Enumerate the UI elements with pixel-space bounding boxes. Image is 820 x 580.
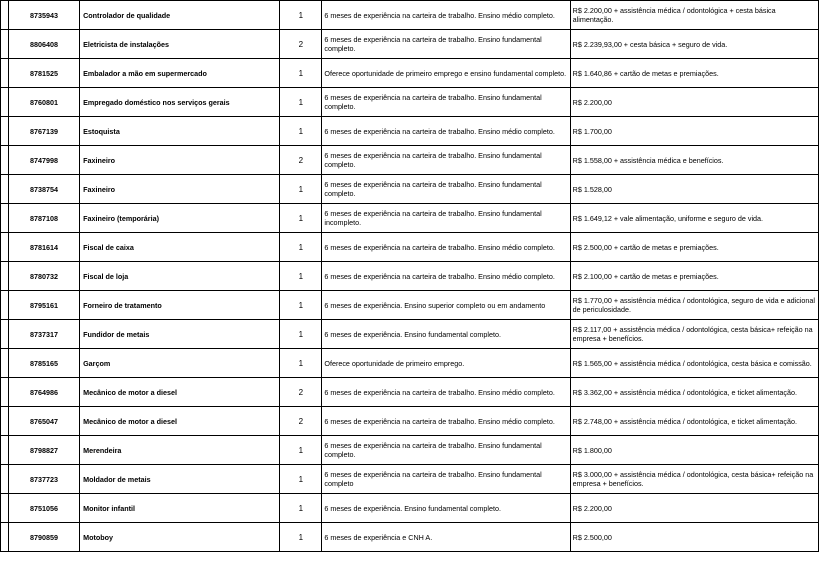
row-margin-cell bbox=[1, 204, 9, 233]
vacancy-count-cell: 1 bbox=[280, 1, 322, 30]
job-code-cell: 8790859 bbox=[9, 523, 80, 552]
row-margin-cell bbox=[1, 30, 9, 59]
table-row bbox=[1, 494, 819, 523]
vacancy-count-cell: 1 bbox=[280, 349, 322, 378]
vacancy-count-cell: 1 bbox=[280, 204, 322, 233]
job-code-cell: 8738754 bbox=[9, 175, 80, 204]
job-code-cell: 8795161 bbox=[9, 291, 80, 320]
salary-benefits-cell: R$ 2.200,00 + assistência médica / odontológica + cesta básica alimentação. bbox=[570, 1, 818, 30]
vacancy-count-cell: 1 bbox=[280, 291, 322, 320]
job-title-cell: Monitor infantil bbox=[80, 494, 280, 523]
row-margin-cell bbox=[1, 436, 9, 465]
salary-benefits-cell: R$ 1.565,00 + assistência médica / odontológica, cesta básica e comissão. bbox=[570, 349, 818, 378]
vacancy-count-cell: 2 bbox=[280, 378, 322, 407]
table-row bbox=[1, 30, 819, 59]
vacancy-count-cell: 1 bbox=[280, 436, 322, 465]
salary-benefits-cell: R$ 1.649,12 + vale alimentação, uniforme e seguro de vida. bbox=[570, 204, 818, 233]
job-title-cell: Mecânico de motor a diesel bbox=[80, 407, 280, 436]
requirements-cell: 6 meses de experiência na carteira de trabalho. Ensino médio completo. bbox=[322, 1, 570, 30]
job-code-cell: 8735943 bbox=[9, 1, 80, 30]
vacancy-count-cell: 2 bbox=[280, 146, 322, 175]
job-code-cell: 8798827 bbox=[9, 436, 80, 465]
job-code-cell: 8781525 bbox=[9, 59, 80, 88]
salary-benefits-cell: R$ 3.000,00 + assistência médica / odontológica, cesta básica+ refeição na empresa + benefícios. bbox=[570, 465, 818, 494]
row-margin-cell bbox=[1, 349, 9, 378]
table-row bbox=[1, 1, 819, 30]
salary-benefits-cell: R$ 1.800,00 bbox=[570, 436, 818, 465]
requirements-cell: 6 meses de experiência na carteira de trabalho. Ensino fundamental completo bbox=[322, 465, 570, 494]
job-code-cell: 8785165 bbox=[9, 349, 80, 378]
salary-benefits-cell: R$ 2.200,00 bbox=[570, 88, 818, 117]
requirements-cell: 6 meses de experiência e CNH A. bbox=[322, 523, 570, 552]
requirements-cell: 6 meses de experiência na carteira de trabalho. Ensino fundamental completo. bbox=[322, 146, 570, 175]
row-margin-cell bbox=[1, 465, 9, 494]
job-title-cell: Fundidor de metais bbox=[80, 320, 280, 349]
table-row bbox=[1, 349, 819, 378]
table-row bbox=[1, 407, 819, 436]
table-row bbox=[1, 523, 819, 552]
table-row bbox=[1, 233, 819, 262]
table-row bbox=[1, 59, 819, 88]
salary-benefits-cell: R$ 2.100,00 + cartão de metas e premiações. bbox=[570, 262, 818, 291]
requirements-cell: 6 meses de experiência na carteira de trabalho. Ensino fundamental completo. bbox=[322, 436, 570, 465]
salary-benefits-cell: R$ 1.640,86 + cartão de metas e premiações. bbox=[570, 59, 818, 88]
job-title-cell: Forneiro de tratamento bbox=[80, 291, 280, 320]
row-margin-cell bbox=[1, 320, 9, 349]
requirements-cell: Oferece oportunidade de primeiro emprego e ensino fundamental completo. bbox=[322, 59, 570, 88]
job-code-cell: 8747998 bbox=[9, 146, 80, 175]
salary-benefits-cell: R$ 2.239,93,00 + cesta básica + seguro de vida. bbox=[570, 30, 818, 59]
job-listings-body bbox=[1, 1, 819, 552]
vacancy-count-cell: 1 bbox=[280, 262, 322, 291]
table-row bbox=[1, 204, 819, 233]
salary-benefits-cell: R$ 3.362,00 + assistência médica / odontológica, e ticket alimentação. bbox=[570, 378, 818, 407]
requirements-cell: 6 meses de experiência na carteira de trabalho. Ensino médio completo. bbox=[322, 378, 570, 407]
job-title-cell: Motoboy bbox=[80, 523, 280, 552]
vacancy-count-cell: 1 bbox=[280, 494, 322, 523]
requirements-cell: 6 meses de experiência na carteira de trabalho. Ensino médio completo. bbox=[322, 117, 570, 146]
salary-benefits-cell: R$ 1.528,00 bbox=[570, 175, 818, 204]
salary-benefits-cell: R$ 1.700,00 bbox=[570, 117, 818, 146]
job-code-cell: 8806408 bbox=[9, 30, 80, 59]
requirements-cell: 6 meses de experiência na carteira de trabalho. Ensino fundamental completo. bbox=[322, 30, 570, 59]
table-row bbox=[1, 465, 819, 494]
row-margin-cell bbox=[1, 262, 9, 291]
job-code-cell: 8781614 bbox=[9, 233, 80, 262]
job-code-cell: 8737723 bbox=[9, 465, 80, 494]
job-code-cell: 8751056 bbox=[9, 494, 80, 523]
vacancy-count-cell: 1 bbox=[280, 175, 322, 204]
requirements-cell: 6 meses de experiência na carteira de trabalho. Ensino fundamental incompleto. bbox=[322, 204, 570, 233]
salary-benefits-cell: R$ 2.200,00 bbox=[570, 494, 818, 523]
job-title-cell: Controlador de qualidade bbox=[80, 1, 280, 30]
job-title-cell: Fiscal de caixa bbox=[80, 233, 280, 262]
vacancy-count-cell: 1 bbox=[280, 117, 322, 146]
job-title-cell: Merendeira bbox=[80, 436, 280, 465]
table-row bbox=[1, 291, 819, 320]
requirements-cell: 6 meses de experiência na carteira de trabalho. Ensino médio completo. bbox=[322, 262, 570, 291]
table-row bbox=[1, 146, 819, 175]
row-margin-cell bbox=[1, 233, 9, 262]
job-title-cell: Fiscal de loja bbox=[80, 262, 280, 291]
table-row bbox=[1, 320, 819, 349]
requirements-cell: 6 meses de experiência na carteira de trabalho. Ensino médio completo. bbox=[322, 407, 570, 436]
salary-benefits-cell: R$ 1.770,00 + assistência médica / odontológica, seguro de vida e adicional de periculosidade. bbox=[570, 291, 818, 320]
job-code-cell: 8760801 bbox=[9, 88, 80, 117]
salary-benefits-cell: R$ 2.117,00 + assistência médica / odontológica, cesta básica+ refeição na empresa + benefícios. bbox=[570, 320, 818, 349]
row-margin-cell bbox=[1, 146, 9, 175]
table-row bbox=[1, 175, 819, 204]
requirements-cell: Oferece oportunidade de primeiro emprego. bbox=[322, 349, 570, 378]
row-margin-cell bbox=[1, 494, 9, 523]
requirements-cell: 6 meses de experiência. Ensino fundamental completo. bbox=[322, 494, 570, 523]
job-title-cell: Garçom bbox=[80, 349, 280, 378]
job-title-cell: Moldador de metais bbox=[80, 465, 280, 494]
vacancy-count-cell: 1 bbox=[280, 233, 322, 262]
vacancy-count-cell: 2 bbox=[280, 30, 322, 59]
table-row bbox=[1, 262, 819, 291]
vacancy-count-cell: 2 bbox=[280, 407, 322, 436]
row-margin-cell bbox=[1, 407, 9, 436]
job-title-cell: Embalador a mão em supermercado bbox=[80, 59, 280, 88]
vacancy-count-cell: 1 bbox=[280, 523, 322, 552]
row-margin-cell bbox=[1, 291, 9, 320]
table-row bbox=[1, 378, 819, 407]
job-code-cell: 8765047 bbox=[9, 407, 80, 436]
row-margin-cell bbox=[1, 117, 9, 146]
job-code-cell: 8767139 bbox=[9, 117, 80, 146]
vacancy-count-cell: 1 bbox=[280, 320, 322, 349]
job-title-cell: Estoquista bbox=[80, 117, 280, 146]
salary-benefits-cell: R$ 2.500,00 + cartão de metas e premiações. bbox=[570, 233, 818, 262]
salary-benefits-cell: R$ 1.558,00 + assistência médica e benefícios. bbox=[570, 146, 818, 175]
row-margin-cell bbox=[1, 523, 9, 552]
row-margin-cell bbox=[1, 88, 9, 117]
requirements-cell: 6 meses de experiência na carteira de trabalho. Ensino fundamental completo. bbox=[322, 88, 570, 117]
table-row bbox=[1, 436, 819, 465]
row-margin-cell bbox=[1, 175, 9, 204]
row-margin-cell bbox=[1, 378, 9, 407]
job-title-cell: Eletricista de instalações bbox=[80, 30, 280, 59]
requirements-cell: 6 meses de experiência. Ensino fundamental completo. bbox=[322, 320, 570, 349]
row-margin-cell bbox=[1, 59, 9, 88]
table-row bbox=[1, 117, 819, 146]
table-row bbox=[1, 88, 819, 117]
salary-benefits-cell: R$ 2.748,00 + assistência médica / odontológica, e ticket alimentação. bbox=[570, 407, 818, 436]
job-title-cell: Faxineiro bbox=[80, 175, 280, 204]
job-code-cell: 8764986 bbox=[9, 378, 80, 407]
salary-benefits-cell: R$ 2.500,00 bbox=[570, 523, 818, 552]
requirements-cell: 6 meses de experiência. Ensino superior completo ou em andamento bbox=[322, 291, 570, 320]
requirements-cell: 6 meses de experiência na carteira de trabalho. Ensino médio completo. bbox=[322, 233, 570, 262]
job-code-cell: 8780732 bbox=[9, 262, 80, 291]
vacancy-count-cell: 1 bbox=[280, 59, 322, 88]
job-title-cell: Faxineiro (temporária) bbox=[80, 204, 280, 233]
job-title-cell: Empregado doméstico nos serviços gerais bbox=[80, 88, 280, 117]
job-title-cell: Mecânico de motor a diesel bbox=[80, 378, 280, 407]
job-code-cell: 8737317 bbox=[9, 320, 80, 349]
vacancy-count-cell: 1 bbox=[280, 88, 322, 117]
job-title-cell: Faxineiro bbox=[80, 146, 280, 175]
vacancy-count-cell: 1 bbox=[280, 465, 322, 494]
job-code-cell: 8787108 bbox=[9, 204, 80, 233]
requirements-cell: 6 meses de experiência na carteira de trabalho. Ensino fundamental completo. bbox=[322, 175, 570, 204]
row-margin-cell bbox=[1, 1, 9, 30]
